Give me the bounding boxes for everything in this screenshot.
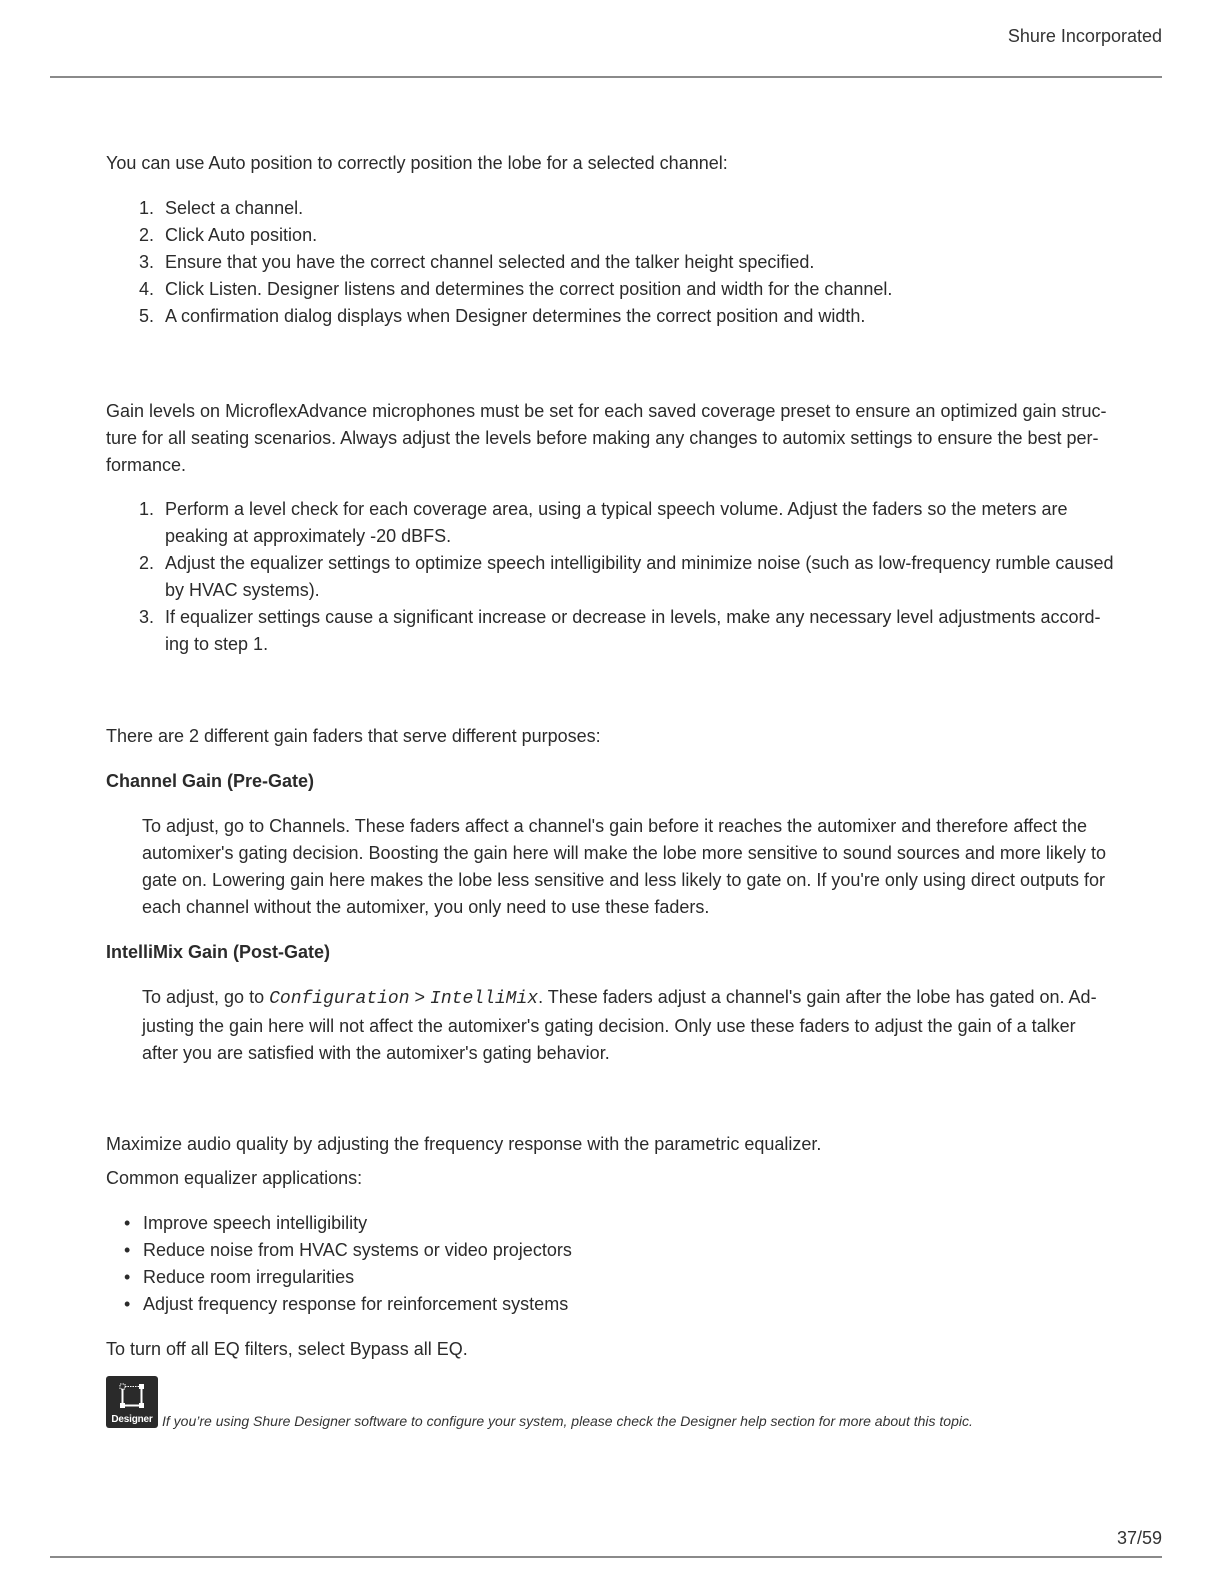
- equalizer-applications: [106, 1210, 1116, 1318]
- designer-logo: [106, 1376, 158, 1428]
- equalizer-intro: Maximize audio quality by adjusting the frequency response with the parametric equalizer.: [106, 1134, 822, 1154]
- equalizer-section: [106, 1131, 1116, 1363]
- gain-levels-section: [106, 398, 1116, 658]
- intellimix-gain-term: IntelliMix Gain (Post-Gate): [106, 942, 331, 962]
- list-item: 1. Perform a level check for each coverage area, using a typical speech volume. Adjust the faders so the meters are peaking at approximately -20 dBFS.: [138, 499, 1068, 546]
- list-item: • Adjust frequency response for reinforcement systems: [124, 1294, 569, 1314]
- menu-path-configuration: Configuration: [269, 989, 410, 1009]
- menu-path-intellimix: IntelliMix: [430, 989, 539, 1009]
- header-rule: [50, 76, 1162, 78]
- list-item: 3. Ensure that you have the correct channel selected and the talker height specified.: [138, 252, 815, 272]
- list-item: 5. A confirmation dialog displays when Designer determines the correct position and width.: [138, 306, 866, 326]
- gain-levels-intro: Gain levels on MicroflexAdvance microphones must be set for each saved coverage preset to ensure an optimized gain struc-ture for all seating scenarios. Always adjust the levels before making any changes to automix settings to ensure the best per-formance.: [106, 401, 1107, 475]
- page-number: 37/59: [1116, 1528, 1162, 1548]
- designer-note: [106, 1376, 1116, 1430]
- list-item: 2. Adjust the equalizer settings to optimize speech intelligibility and minimize noise (such as low-frequency rumble caused by HVAC systems).: [138, 553, 1114, 600]
- designer-logo-label: Designer: [111, 1414, 153, 1425]
- list-item: 2. Click Auto position.: [138, 225, 318, 245]
- designer-note-text: If you’re using Shure Designer software to configure your system, please check the Designer help section for more about this topic.: [162, 1413, 973, 1429]
- equalizer-applications-label: Common equalizer applications:: [106, 1168, 363, 1188]
- channel-gain-term: Channel Gain (Pre-Gate): [106, 771, 315, 791]
- intellimix-gain-description: To adjust, go to Configuration > IntelliMix. These faders adjust a channel's gain after the lobe has gated on. Ad-justing the gain here will not affect the automixer's gating decision. Only use these faders to adjust the gain of a talker after you are satisfied with the automixer's gating behavior.: [142, 987, 1097, 1063]
- list-item: 4. Click Listen. Designer listens and determines the correct position and width for the channel.: [138, 279, 893, 299]
- auto-position-intro: You can use Auto position to correctly position the lobe for a selected channel:: [106, 153, 728, 173]
- gain-faders-section: [106, 723, 1116, 1067]
- footer-rule: [50, 1556, 1162, 1558]
- list-item: • Reduce room irregularities: [124, 1267, 355, 1287]
- designer-app-icon: [119, 1382, 145, 1410]
- list-item: • Reduce noise from HVAC systems or video projectors: [124, 1240, 572, 1260]
- bypass-eq-note: To turn off all EQ filters, select Bypass all EQ.: [106, 1339, 468, 1359]
- gain-faders-intro: There are 2 different gain faders that serve different purposes:: [106, 726, 601, 746]
- gain-levels-steps: [106, 496, 1116, 658]
- channel-gain-description: To adjust, go to Channels. These faders affect a channel's gain before it reaches the automixer and therefore affect the automixer's gating decision. Boosting the gain here will make the lobe more sensitive to sound sources and more likely to gate on. Lowering gain here makes the lobe less sensitive and less likely to gate on. If you're only using direct outputs for each channel without the automixer, you only need to use these faders.: [142, 816, 1106, 917]
- auto-position-steps: [106, 195, 1116, 330]
- header-company: Shure Incorporated: [1007, 26, 1162, 46]
- list-item: • Improve speech intelligibility: [124, 1213, 368, 1233]
- list-item: 1. Select a channel.: [138, 198, 304, 218]
- list-item: 3. If equalizer settings cause a significant increase or decrease in levels, make any necessary level adjustments accord-ing to step 1.: [138, 607, 1101, 654]
- auto-position-section: [106, 150, 1116, 330]
